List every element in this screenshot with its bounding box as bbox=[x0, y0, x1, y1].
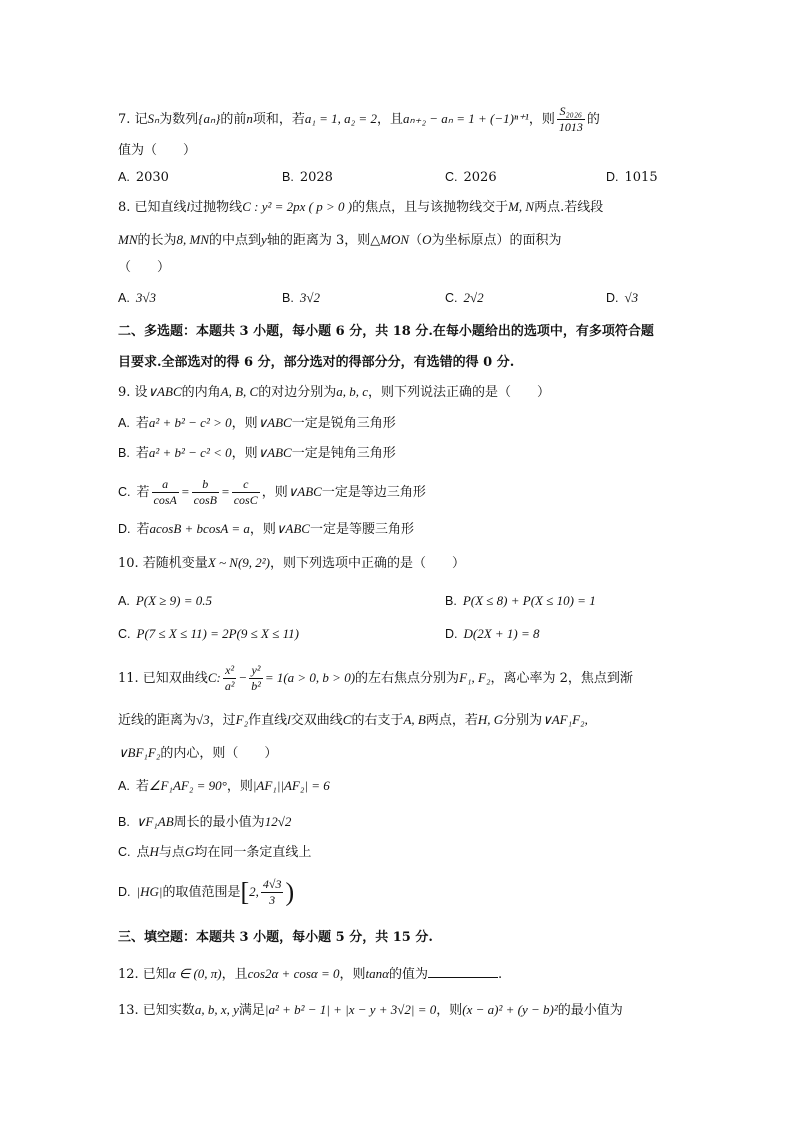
option-label: D. bbox=[606, 291, 619, 305]
q8-stem-line3: （ ） bbox=[118, 260, 171, 275]
q10-option-c[interactable] bbox=[118, 624, 299, 645]
q11-math: F₂ bbox=[235, 712, 249, 727]
q11-math: C: bbox=[207, 670, 221, 685]
q7-text: ，则 bbox=[528, 112, 555, 127]
q11-text: 近线的距离为 bbox=[118, 713, 197, 728]
frac-den: cosA bbox=[153, 493, 177, 507]
q9-option-b[interactable] bbox=[118, 443, 396, 464]
option-label: A. bbox=[118, 594, 130, 608]
option-text: 若 bbox=[136, 485, 150, 500]
option-text: 若 bbox=[135, 446, 149, 461]
option-text: 的取值范围是 bbox=[162, 885, 241, 900]
option-label: A. bbox=[118, 416, 130, 430]
option-text: 2028 bbox=[299, 170, 333, 185]
frac-num: y² bbox=[249, 663, 263, 679]
option-math: |HG| bbox=[136, 884, 163, 899]
option-label: D. bbox=[118, 522, 131, 536]
q7-fraction bbox=[557, 104, 585, 135]
q7-text: 的 bbox=[586, 112, 600, 127]
frac-den: a² bbox=[224, 679, 235, 693]
option-label: C. bbox=[118, 627, 131, 641]
q7-option-c[interactable] bbox=[445, 167, 497, 188]
q11-stem-line2 bbox=[118, 710, 588, 731]
q7-text: 7. 记 bbox=[118, 112, 148, 127]
q11-option-b[interactable] bbox=[118, 812, 291, 833]
option-text: 若 bbox=[135, 416, 149, 431]
option-label: B. bbox=[118, 815, 130, 829]
q11-math: l bbox=[287, 712, 291, 727]
q12-text: 12. 已知 bbox=[118, 967, 169, 982]
q11-math: F₁, F₂ bbox=[459, 670, 491, 685]
q8-math: M, N bbox=[508, 199, 535, 214]
q13-text: 满足 bbox=[238, 1003, 265, 1018]
q8-text: 轴的距离为 3，则△ bbox=[266, 233, 381, 248]
q11-math: H, G bbox=[477, 712, 504, 727]
q7-frac-den: 1013 bbox=[558, 120, 583, 134]
q12-math: tanα bbox=[365, 966, 389, 981]
q8-stem bbox=[118, 197, 603, 218]
frac-den: cosB bbox=[193, 493, 217, 507]
q12-text: ，则 bbox=[339, 967, 366, 982]
option-math: = bbox=[180, 484, 190, 499]
frac-num: 4√3 bbox=[262, 877, 282, 891]
option-label: B. bbox=[282, 170, 294, 184]
q11-stem bbox=[118, 660, 633, 697]
option-fraction bbox=[261, 877, 284, 908]
option-text: 3√2 bbox=[299, 290, 320, 305]
frac-num: a bbox=[152, 477, 179, 493]
option-label: C. bbox=[445, 170, 458, 184]
option-text: 2026 bbox=[463, 170, 497, 185]
q8-option-c[interactable] bbox=[445, 288, 484, 309]
option-text: 一定是等边三角形 bbox=[321, 485, 426, 500]
q7-option-d[interactable] bbox=[606, 167, 658, 188]
option-bracket: ) bbox=[285, 877, 295, 907]
option-math: = bbox=[220, 484, 230, 499]
q11-math: = 1(a > 0, b > 0) bbox=[264, 670, 356, 685]
q11-text: 的右支于 bbox=[351, 713, 404, 728]
option-math: ∠F₁AF₂ = 90° bbox=[148, 778, 227, 793]
q9-text: ，则下列说法正确的是（ ） bbox=[368, 385, 551, 400]
q11-text: 两点，若 bbox=[425, 713, 478, 728]
q13-stem bbox=[118, 1000, 623, 1021]
frac-num: c bbox=[232, 477, 260, 493]
option-math: a² + b² − c² < 0 bbox=[148, 445, 232, 460]
option-math: ∨ABC bbox=[287, 484, 322, 499]
option-label: D. bbox=[118, 885, 131, 899]
option-text: 一定是锐角三角形 bbox=[291, 416, 396, 431]
option-fraction bbox=[192, 477, 219, 508]
option-math: ∨ABC bbox=[257, 415, 292, 430]
q7-option-a[interactable] bbox=[118, 167, 169, 188]
q7-math: Sₙ bbox=[147, 111, 160, 126]
frac-den: cosC bbox=[233, 493, 258, 507]
frac-den: b² bbox=[251, 679, 261, 693]
option-text: ，则 bbox=[249, 522, 276, 537]
q11-text: ，离心率为 2，焦点到渐 bbox=[490, 671, 633, 686]
option-math: 12√2 bbox=[264, 814, 292, 829]
q11-math: C bbox=[342, 712, 352, 727]
q9-math: A, B, C bbox=[220, 384, 259, 399]
option-label: D. bbox=[445, 627, 458, 641]
option-label: D. bbox=[606, 170, 619, 184]
frac-den: 3 bbox=[269, 893, 276, 907]
option-text: 1015 bbox=[624, 170, 658, 185]
option-text: ，则 bbox=[261, 485, 288, 500]
option-text: ，则 bbox=[231, 446, 258, 461]
q9-option-c[interactable] bbox=[118, 474, 426, 511]
q12-text: 的值为 bbox=[388, 967, 428, 982]
q8-text: 为坐标原点）的面积为 bbox=[431, 233, 562, 248]
section-3-header: 三、填空题：本题共 3 小题，每小题 5 分，共 15 分. bbox=[118, 930, 433, 945]
q8-stem-line2 bbox=[118, 230, 562, 251]
option-text: 均在同一条定直线上 bbox=[194, 845, 312, 860]
q13-math: |a² + b² − 1| + |x − y + 3√2| = 0 bbox=[264, 1002, 437, 1017]
q10-text: ，则下列选项中正确的是（ ） bbox=[270, 556, 466, 571]
option-text: 一定是等腰三角形 bbox=[309, 522, 414, 537]
option-label: A. bbox=[118, 170, 130, 184]
q9-text: 的内角 bbox=[181, 385, 221, 400]
q12-text: ，且 bbox=[221, 967, 248, 982]
q11-math: A, B bbox=[403, 712, 426, 727]
q11-option-d[interactable] bbox=[118, 874, 294, 911]
q11-option-a[interactable] bbox=[118, 776, 330, 797]
q10-option-b[interactable] bbox=[445, 591, 596, 612]
section-2-header-line2: 目要求.全部选对的得 6 分，部分选对的得部分分，有选错的得 0 分. bbox=[118, 355, 515, 370]
option-text: P(X ≥ 9) = 0.5 bbox=[135, 593, 213, 608]
q13-math: (x − a)² + (y − b)² bbox=[462, 1002, 558, 1017]
q7-text: ，且 bbox=[376, 112, 403, 127]
q13-text: 的最小值为 bbox=[557, 1003, 623, 1018]
q7-stem-line2: 值为（ ） bbox=[118, 143, 197, 158]
q10-math: X ~ N(9, 2²) bbox=[207, 555, 271, 570]
option-math: ∨ABC bbox=[275, 521, 310, 536]
frac-num: b bbox=[192, 477, 219, 493]
q7-text: 为数列 bbox=[159, 112, 199, 127]
option-label: A. bbox=[118, 291, 130, 305]
option-math: 2, bbox=[249, 884, 259, 899]
q11-text: 交双曲线 bbox=[290, 713, 343, 728]
option-text: 3√3 bbox=[135, 290, 156, 305]
q12-math: α ∈ (0, π) bbox=[168, 966, 222, 981]
q11-option-c[interactable] bbox=[118, 842, 311, 863]
q8-text: 的焦点，且与该抛物线交于 bbox=[352, 200, 509, 215]
q9-math: a, b, c bbox=[336, 384, 368, 399]
q9-text: 的对边分别为 bbox=[258, 385, 337, 400]
option-text: ，则 bbox=[226, 779, 253, 794]
q11-math: − bbox=[238, 670, 248, 685]
q12-text: . bbox=[497, 967, 503, 982]
q11-math: ∨BF₁F₂ bbox=[118, 745, 161, 760]
q8-math: MON bbox=[380, 232, 410, 247]
q8-text: 过抛物线 bbox=[190, 200, 243, 215]
q11-text: 分别为 bbox=[503, 713, 543, 728]
q13-text: ，则 bbox=[436, 1003, 463, 1018]
option-text: ，则 bbox=[231, 416, 258, 431]
option-bracket: [ bbox=[240, 877, 250, 907]
q11-fraction bbox=[249, 663, 263, 694]
q7-stem bbox=[118, 104, 600, 135]
option-math: G bbox=[184, 844, 195, 859]
q8-math: C : y² = 2px ( p > 0 ) bbox=[242, 199, 353, 214]
q8-math: O bbox=[422, 232, 432, 247]
q10-text: 10. 若随机变量 bbox=[118, 556, 208, 571]
q9-option-a[interactable] bbox=[118, 413, 396, 434]
option-label: C. bbox=[118, 485, 131, 499]
q7-frac-num: S₂₀₂₆ bbox=[557, 104, 585, 120]
q7-text: 项和，若 bbox=[252, 112, 305, 127]
option-text: 与点 bbox=[158, 845, 185, 860]
option-text: 若 bbox=[136, 522, 150, 537]
option-text: 一定是钝角三角形 bbox=[291, 446, 396, 461]
option-text: 点 bbox=[136, 845, 150, 860]
q7-text: 的前 bbox=[220, 112, 247, 127]
q11-stem-line3 bbox=[118, 743, 277, 764]
q11-text: 作直线 bbox=[248, 713, 288, 728]
option-label: B. bbox=[282, 291, 294, 305]
q11-math: √3 bbox=[196, 712, 210, 727]
q12-stem bbox=[118, 963, 502, 985]
q12-math: cos2α + cosα = 0 bbox=[247, 966, 340, 981]
q11-text: ，过 bbox=[209, 713, 236, 728]
option-text: √3 bbox=[624, 290, 639, 305]
q9-math: ∨ABC bbox=[147, 384, 182, 399]
option-label: C. bbox=[445, 291, 458, 305]
q7-option-b[interactable] bbox=[282, 167, 333, 188]
q8-text: 的中点到 bbox=[209, 233, 262, 248]
q10-option-a[interactable] bbox=[118, 591, 212, 612]
q7-math: {aₙ} bbox=[198, 111, 221, 126]
option-label: B. bbox=[118, 446, 130, 460]
option-math: ∨F₁AB bbox=[135, 814, 174, 829]
option-text: 2030 bbox=[135, 170, 169, 185]
q8-text: 两点.若线段 bbox=[534, 200, 604, 215]
q10-option-d[interactable] bbox=[445, 624, 540, 645]
q10-stem bbox=[118, 553, 465, 574]
option-label: A. bbox=[118, 779, 130, 793]
q8-math: l bbox=[186, 199, 191, 214]
q7-math: aₙ₊₂ − aₙ = 1 + (−1)ⁿ⁺¹ bbox=[402, 111, 529, 126]
q8-option-d[interactable] bbox=[606, 288, 638, 309]
option-math: acosB + bcosA = a bbox=[149, 521, 250, 536]
option-text: D(2X + 1) = 8 bbox=[463, 626, 540, 641]
frac-num: x² bbox=[223, 663, 237, 679]
option-math: ∨ABC bbox=[257, 445, 292, 460]
q8-text: 8. 已知直线 bbox=[118, 200, 187, 215]
option-math: H bbox=[149, 844, 159, 859]
q7-math: a₁ = 1, a₂ = 2 bbox=[304, 111, 377, 126]
q8-option-a[interactable] bbox=[118, 288, 156, 309]
q11-math: ∨AF₁F₂, bbox=[542, 712, 588, 727]
q13-text: 13. 已知实数 bbox=[118, 1003, 195, 1018]
option-text: P(X ≤ 8) + P(X ≤ 10) = 1 bbox=[462, 593, 596, 608]
option-label: B. bbox=[445, 594, 457, 608]
q8-math: 8, MN bbox=[176, 232, 210, 247]
option-fraction bbox=[152, 477, 179, 508]
option-label: C. bbox=[118, 845, 131, 859]
q11-text: 11. 已知双曲线 bbox=[118, 671, 208, 686]
section-2-header: 二、多选题：本题共 3 小题，每小题 6 分，共 18 分.在每小题给出的选项中，有多项符合题 bbox=[118, 324, 654, 339]
option-text: 2√2 bbox=[463, 290, 484, 305]
q8-option-b[interactable] bbox=[282, 288, 320, 309]
q7-math: n bbox=[246, 111, 253, 126]
q13-math: a, b, x, y bbox=[194, 1002, 239, 1017]
q9-text: 9. 设 bbox=[118, 385, 148, 400]
q11-text: 的左右焦点分别为 bbox=[355, 671, 460, 686]
q11-text: 的内心，则（ ） bbox=[160, 746, 278, 761]
q8-math: MN bbox=[118, 232, 138, 247]
option-math: |AF₁||AF₂| = 6 bbox=[252, 778, 330, 793]
option-text: 周长的最小值为 bbox=[173, 815, 265, 830]
option-text: P(7 ≤ X ≤ 11) = 2P(9 ≤ X ≤ 11) bbox=[136, 626, 299, 641]
q8-math: y bbox=[261, 232, 267, 247]
option-fraction bbox=[232, 477, 260, 508]
q11-fraction bbox=[223, 663, 237, 694]
option-text: 若 bbox=[135, 779, 149, 794]
answer-blank[interactable] bbox=[428, 963, 498, 978]
q8-text: （ bbox=[409, 233, 423, 248]
q8-text: 的长为 bbox=[137, 233, 177, 248]
q9-option-d[interactable] bbox=[118, 519, 414, 540]
option-math: a² + b² − c² > 0 bbox=[148, 415, 232, 430]
q9-stem bbox=[118, 382, 550, 403]
